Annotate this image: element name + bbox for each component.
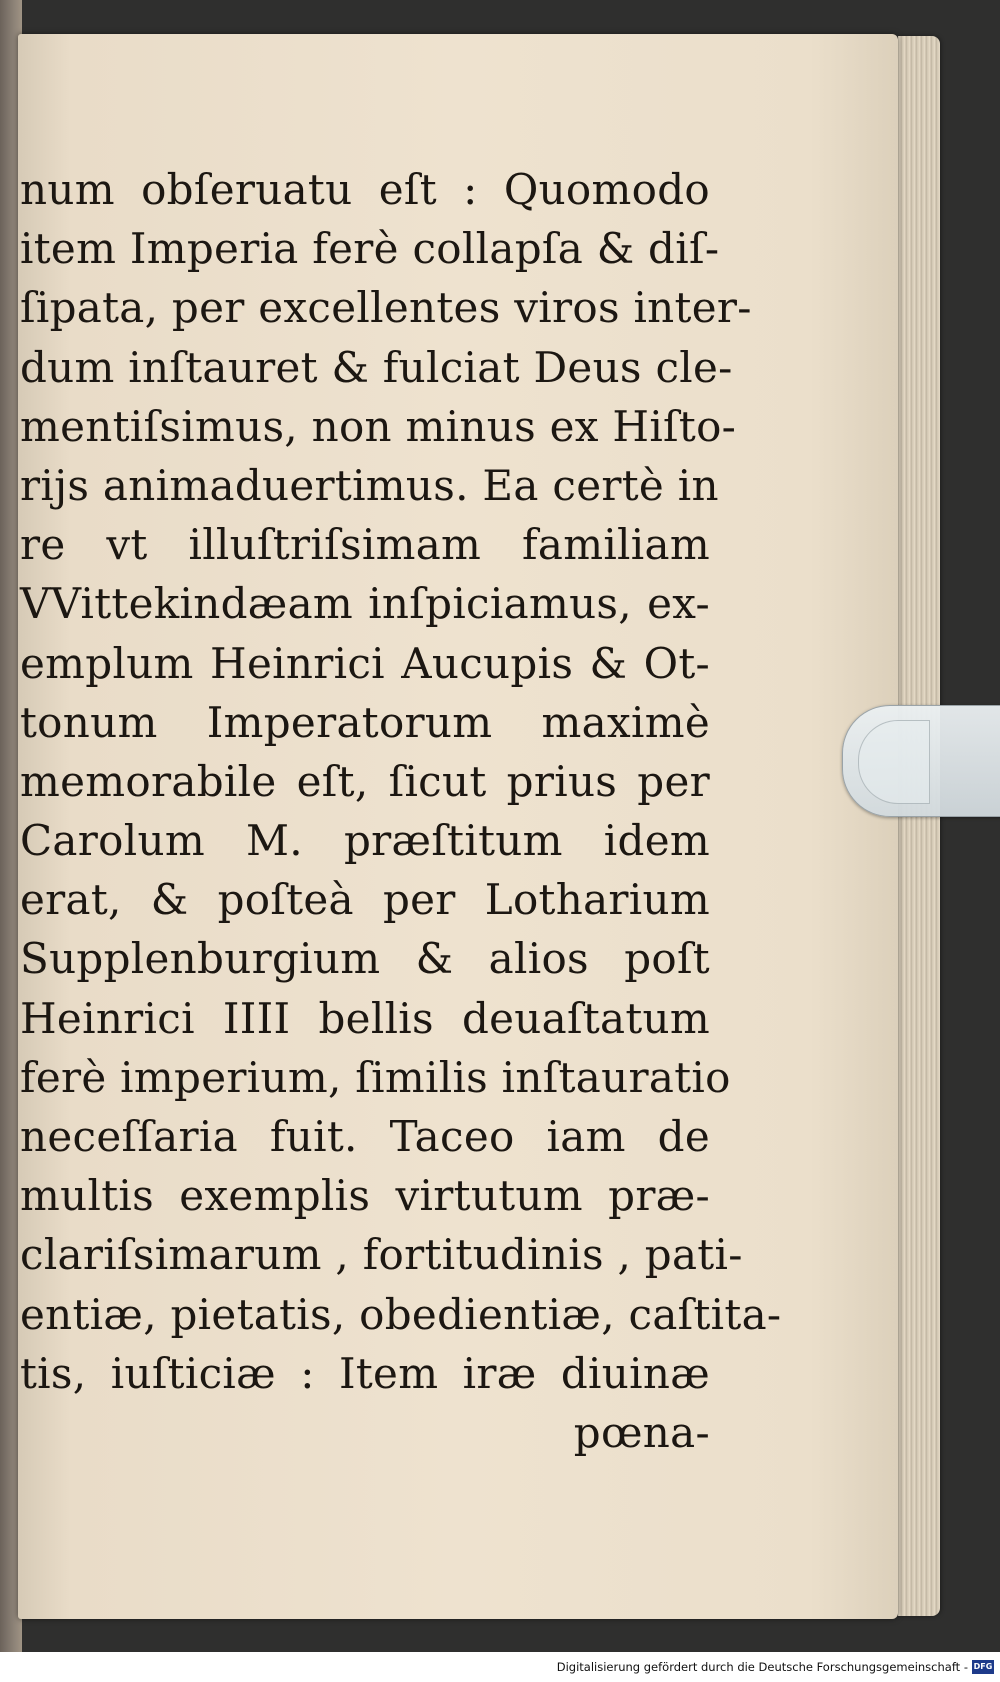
text-line: clariſsimarum , fortitudinis , pati- — [20, 1230, 743, 1280]
text-line: rijs animaduertimus. Ea certè in — [20, 460, 719, 510]
page-text — [20, 160, 782, 1462]
text-line: VVittekindæam inſpiciamus, ex- — [20, 579, 710, 629]
text-line: Supplenburgium & alios poſt — [20, 934, 710, 984]
text-line: tonum Imperatorum maximè — [20, 697, 710, 747]
text-line: neceſſaria fuit. Taceo iam de — [20, 1112, 710, 1161]
footer-credit: Digitalisierung gefördert durch die Deutsche Forschungsgemeinschaft - — [556, 1660, 968, 1674]
catchword: pœna- — [573, 1407, 710, 1457]
text-line: multis exemplis virtutum præ- — [20, 1171, 710, 1221]
text-line: Heinrici IIII bellis deuaſtatum — [20, 993, 710, 1043]
text-line: Carolum M. præſtitum idem — [20, 816, 710, 866]
text-line: ſipata, per excellentes viros inter- — [20, 283, 752, 333]
text-line: emplum Heinrici Aucupis & Ot- — [20, 638, 710, 688]
page-edges — [898, 36, 940, 1616]
text-line: entiæ, pietatis, obedientiæ, caſtita- — [20, 1289, 782, 1339]
text-line: dum inſtauret & fulciat Deus cle- — [20, 342, 733, 392]
text-line: memorabile eſt, ſicut prius per — [20, 756, 710, 806]
text-line: tis, iuſticiæ : Item iræ diuinæ — [20, 1348, 710, 1398]
text-line: ferè imperium, ſimilis inſtauratio — [20, 1052, 731, 1102]
text-line: erat, & poſteà per Lotharium — [20, 875, 710, 925]
page-clip-inner — [858, 720, 930, 804]
text-line: mentiſsimus, non minus ex Hiſto- — [20, 401, 737, 451]
text-line: item Imperia ferè collapſa & diſ- — [20, 224, 720, 274]
text-line: num obſeruatu eſt : Quomodo — [20, 165, 710, 214]
text-line: re vt illuſtriſsimam familiam — [20, 520, 710, 570]
dfg-logo: DFG — [972, 1660, 994, 1674]
